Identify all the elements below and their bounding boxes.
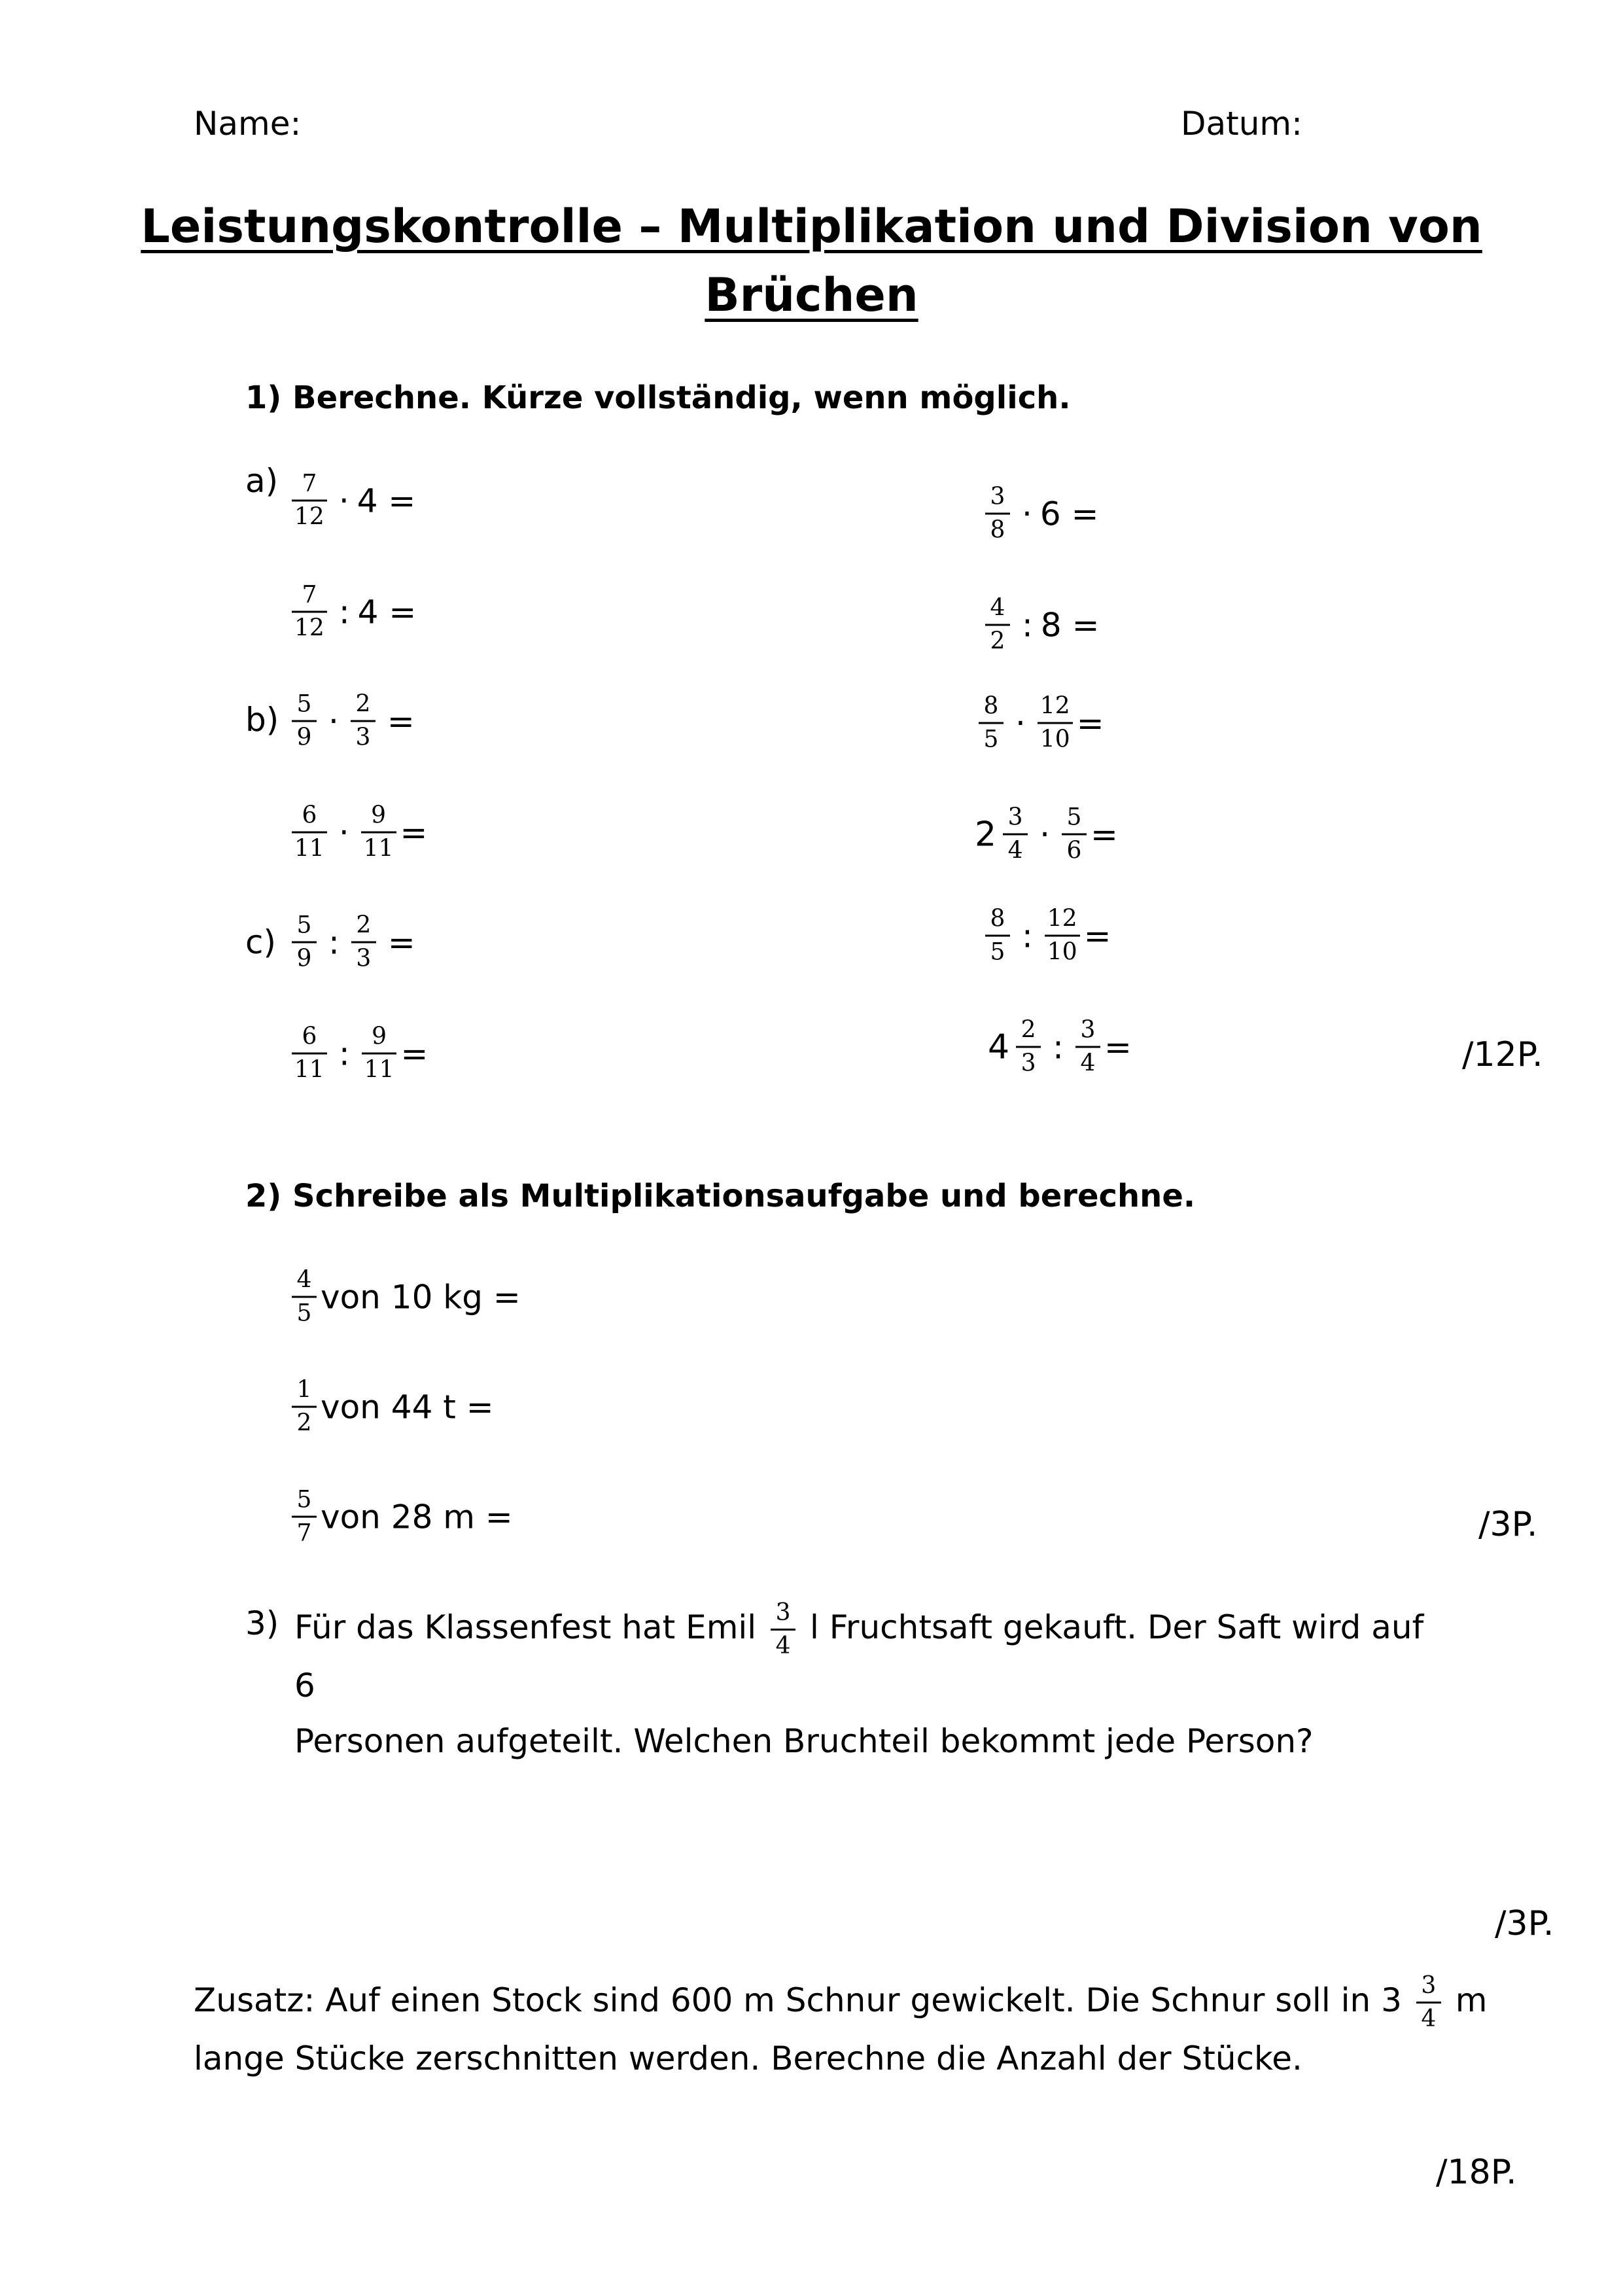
label-c: c) [245,923,276,961]
page-title-line2: Brüchen [705,268,918,322]
task1-left-6: $\frac{6}{11}$ : $\frac{9}{11}$ = [288,1025,428,1082]
fraction: $\frac{7}{12}$ [292,472,327,529]
task1-right-2: $\frac{4}{2}$ : 8 = [981,597,1099,654]
task1-score: /12P. [1462,1035,1543,1074]
fraction: $\frac{3}{4}$ [1075,1019,1100,1076]
task1-right-3: $\frac{8}{5}$ · $\frac{12}{10}$ = [975,695,1104,752]
zusatz-text: Zusatz: Auf einen Stock sind 600 m Schnur gewickelt. Die Schnur soll in 3 $\frac{3}{4}$ m lange Stücke zerschnitten werden. Berechne die Anzahl der Stücke. [194,1972,1488,2077]
fraction: $\frac{5}{7}$ [292,1489,317,1545]
fraction: $\frac{5}{6}$ [1062,806,1087,863]
fraction: $\frac{2}{3}$ [1016,1019,1041,1076]
task1-right-6: 4 $\frac{2}{3}$ : $\frac{3}{4}$ = [988,1016,1132,1077]
task1-right-1: $\frac{3}{8}$ · 6 = [981,486,1099,542]
fraction: $\frac{12}{10}$ [1045,908,1080,964]
fraction: $\frac{5}{9}$ [292,914,317,971]
task1-right-4: 2 $\frac{3}{4}$ · $\frac{5}{6}$ = [975,804,1118,864]
task1-left-5: $\frac{5}{9}$ : $\frac{2}{3}$ = [288,914,423,971]
fraction: $\frac{3}{4}$ [1416,1974,1441,2031]
task1-left-4: $\frac{6}{11}$ · $\frac{9}{11}$ = [288,804,427,861]
fraction: $\frac{3}{8}$ [985,486,1010,542]
date-label: Datum: [1181,105,1302,143]
fraction: $\frac{7}{12}$ [292,584,327,641]
task2-item-1: $\frac{4}{5}$ von 10 kg = [288,1269,521,1326]
task1-heading: 1) Berechne. Kürze vollständig, wenn möglich. [245,380,1071,416]
fraction: $\frac{6}{11}$ [292,1025,327,1082]
task2-score: /3P. [1478,1505,1538,1544]
fraction: $\frac{2}{3}$ [351,693,375,750]
fraction: $\frac{2}{3}$ [351,914,376,971]
task1-left-1: $\frac{7}{12}$ · 4 = [288,472,415,529]
task1-right-5: $\frac{8}{5}$ : $\frac{12}{10}$ = [981,908,1111,964]
task2-item-3: $\frac{5}{7}$ von 28 m = [288,1489,513,1545]
fraction: $\frac{1}{2}$ [292,1379,317,1436]
label-a: a) [245,462,279,500]
task2-item-2: $\frac{1}{2}$ von 44 t = [288,1379,494,1436]
task1-left-3: $\frac{5}{9}$ · $\frac{2}{3}$ = [288,693,423,750]
total-score: /18P. [1436,2153,1517,2192]
fraction: $\frac{5}{9}$ [292,693,317,750]
task3-number: 3) [245,1604,279,1642]
task2-heading: 2) Schreibe als Multiplikationsaufgabe und berechne. [245,1178,1196,1214]
fraction: $\frac{12}{10}$ [1038,695,1073,752]
page-title: Leistungskontrolle – Multiplikation und Division von [141,200,1482,253]
fraction: $\frac{3}{4}$ [771,1601,795,1658]
task1-left-2: $\frac{7}{12}$ : 4 = [288,584,416,641]
fraction: $\frac{8}{5}$ [979,695,1003,752]
name-label: Name: [194,105,302,143]
fraction: $\frac{9}{11}$ [361,804,396,861]
fraction: $\frac{4}{5}$ [292,1269,317,1326]
fraction: $\frac{3}{4}$ [1003,806,1028,863]
fraction: $\frac{4}{2}$ [985,597,1010,654]
task3-score: /3P. [1495,1904,1554,1943]
fraction: $\frac{8}{5}$ [985,908,1010,964]
fraction: $\frac{6}{11}$ [292,804,327,861]
label-b: b) [245,701,279,739]
fraction: $\frac{9}{11}$ [362,1025,397,1082]
task3-text: Für das Klassenfest hat Emil $\frac{3}{4}$ l Fruchtsaft gekauft. Der Saft wird auf 6 Personen aufgeteilt. Welchen Bruchteil bekommt jede Person? [294,1599,1424,1760]
